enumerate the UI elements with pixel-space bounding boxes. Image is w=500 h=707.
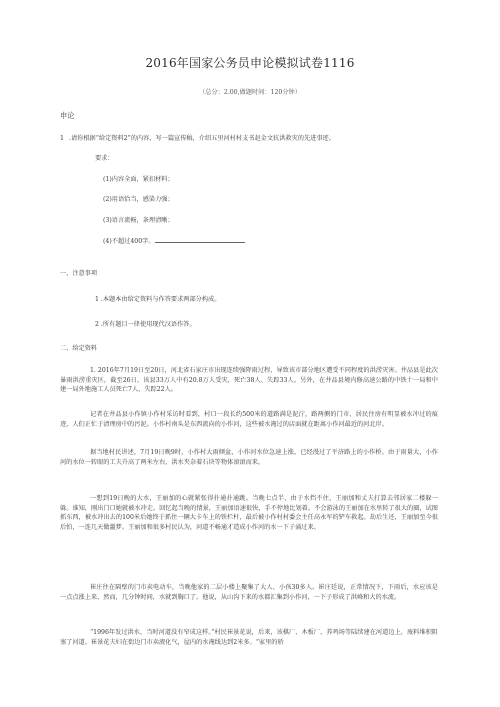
materials-heading: 二、给定资料 [60,345,98,352]
requirement-item: (3)语言流畅，条理清晰； [103,217,174,224]
section-title: 申论 [60,111,75,120]
requirement-item: (1)内容全面，紧扣材料； [103,176,174,183]
requirements-label: 要求： [95,155,114,162]
answer-blank-line [155,242,245,243]
question-number: 1 [60,135,64,142]
exam-meta: （总分：2.00,做题时间：120分钟） [199,89,301,96]
material-paragraph: 记者在井品县小作镇小作村采访时看到，村口一段长约500米的道路满是泥泞，路两侧的门市、居民住房有明显被水冲过的痕迹，人们正忙于清理房中的污泥。小作村南头是东西流向的小作河，这些被水淹过的店面就在距离小作河最近的河北岸。 [60,411,438,428]
material-paragraph: 据当地村民讲述，7月19日晚9时，小作村大雨倾盆，小作河水位急速上涨，已经漫过了平济路上的小作桥。由于雨量大，小作河的水位一转眼的工夫升高了两米左右，洪水夹杂着石块等物体滚滚而来。 [60,449,438,466]
material-paragraph: 一想到19日晚的大水，王丽加的心就紧张得扑通扑通跳。当晚七点半，由于水挡不住，王丽加和丈夫打算去邻居家二楼躲一躲。谁知，刚出门口她就被水冲走。回忆起当晚的情景，王丽加语速很快，手不停地比划着。不会游泳的王丽加在水里转了很大的圈，试图抓东西，被水冲出去的100米后她终于抓住一辆大卡车上的铁栏杆，最后被小作村村委会主任高永军的铲车救起。劫后生还，王丽加至今很后怕，一连几天做噩梦。王丽加和很多村民认为，河道不畅通才造成小作河的水一下子涌过来。 [60,495,438,531]
material-paragraph: “1996年发过洪水，当时河道没有窄成这样。”村民崔景花说，后来，该棋厂、木板厂、养鸡场等陆续建在河道边上，废料堆积阻塞了河道。崔景花夫妇在街边门市卖液化气，屋内的水淹线达到2米多。“家里的轿 [60,629,438,646]
note-item: 1 .本题本由给定资料与作答要求两部分构成。 [95,296,221,303]
note-item: 2 .所有题目一律使用现代汉语作答。 [95,321,196,328]
material-paragraph: 1. 2016年7月19日至20日，河北省石家庄市出现连续强降雨过程，导致该市部分地区遭受不同程度的洪涝灾害。井品县是此次暴雨洪涝重灾区，截至26日，该县33万人中有20.8万人受灾，死亡38人、失踪33人。另外，在井品县境内修高速公路的中铁十一局和中建一局外地施工人员死亡7人、失踪22人。 [60,367,438,394]
document-title: 2016年国家公务员申论模拟试卷1116 [145,56,355,70]
requirement-item: (4)不超过400字。 [103,238,245,247]
question-text: .请你根据“给定资料2”的内容，写一篇宣传稿，介绍五里河村村支书赵金文抗洪救灾的先进事迹。 [69,135,335,142]
notes-heading: 一、注意事项 [60,270,98,277]
requirement-item: (2)用语恰当，感染力强； [103,196,174,203]
material-paragraph: 崔庄往在隔壁的门市卖电动车，当晚他家的二层小楼上聚集了大人、小孩30多人。崔庄廷说，正常情况下，下雨后，水应该是一点点涨上来，然而，几分钟时间，水就到胸口了。他说，从山沟下来的水都汇集到小作河，一下子形成了洪峰和大的水流。 [60,584,438,601]
